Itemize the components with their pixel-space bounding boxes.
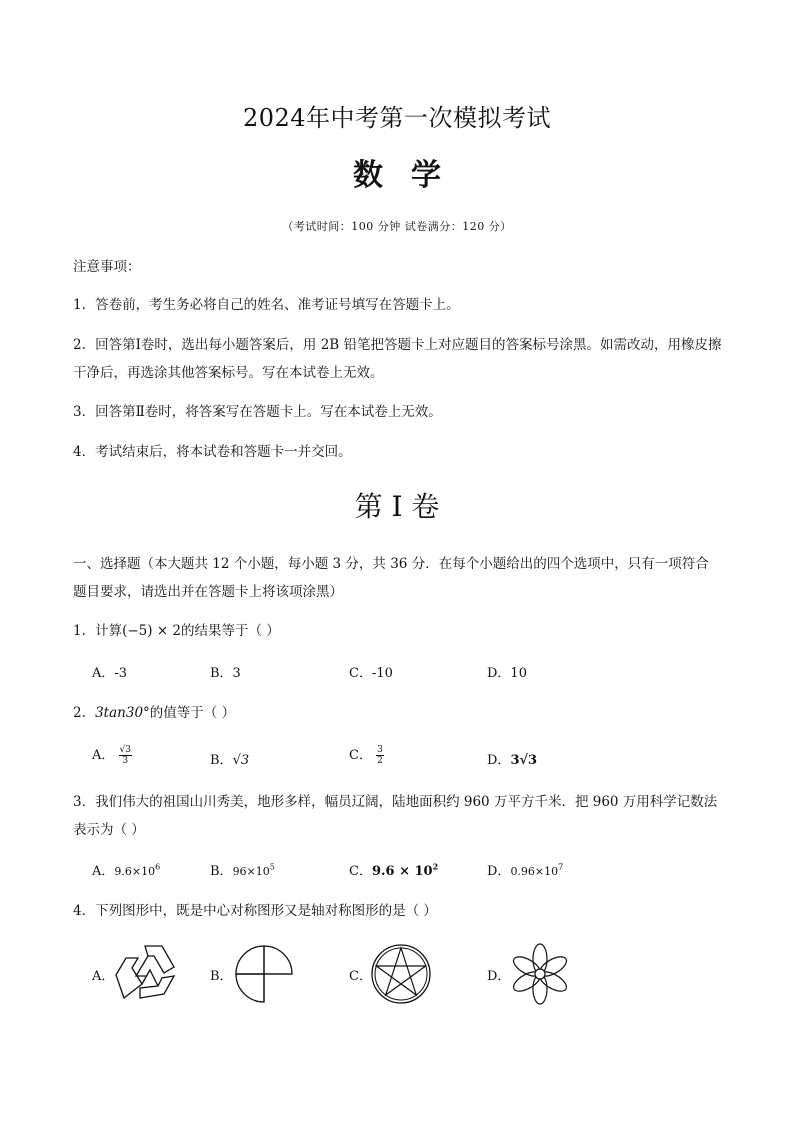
q3-option-a-exp: 6 <box>155 862 161 872</box>
pinwheel-icon <box>232 944 296 1004</box>
q2-option-a-numerator: √3 <box>119 745 131 755</box>
q3-option-d <box>487 860 563 879</box>
q3-line-1: 3．我们伟大的祖国山川秀美，地形多样，幅员辽阔，陆地面积约 960 万平方千米．把 960 万用科学记数法 <box>73 794 718 810</box>
q1-option-c: C．-10 <box>349 666 393 681</box>
question-4: 4．下列图形中，既是中心对称图形又是轴对称图形的是（ ） <box>73 903 437 919</box>
question-2 <box>73 699 723 727</box>
notes-heading: 注意事项： <box>73 259 141 275</box>
q1-option-d: D．10 <box>487 666 527 681</box>
q3-option-b-base: 96×10 <box>232 865 270 878</box>
q3-option-c-base: 9.6 × 10 <box>371 864 433 879</box>
q2-option-a-fraction <box>119 745 132 766</box>
q2-prefix: 2． <box>73 705 96 721</box>
note-item-4: 4．考试结束后，将本试卷和答题卡一并交回。 <box>73 444 352 460</box>
q1-option-b: B．3 <box>210 666 241 681</box>
q2-expression: 3tan30° <box>95 705 150 721</box>
q2-option-c-label: C． <box>349 748 372 763</box>
q4-option-a-label: A． <box>92 969 115 984</box>
recycle-triangle-icon <box>114 942 176 1002</box>
q3-option-b-exp: 5 <box>269 862 275 872</box>
section-instruction-line-2: 题目要求，请选出并在答题卡上将该项涂黑） <box>73 584 343 600</box>
q1-prefix: 1．计算 <box>73 623 123 639</box>
q2-option-d-label: D． <box>487 753 511 768</box>
q2-option-b-label: B． <box>210 753 233 768</box>
q3-option-a-base: 9.6×10 <box>114 865 156 878</box>
q3-option-b-label: B． <box>210 864 233 879</box>
q2-option-c-denominator: 2 <box>377 756 383 766</box>
q2-option-c <box>349 744 384 766</box>
q3-option-d-base: 0.96×10 <box>510 865 559 878</box>
q4-option-b-label: B． <box>210 969 233 984</box>
q3-option-d-exp: 7 <box>558 862 564 872</box>
q3-option-a-label: A． <box>92 864 115 879</box>
q2-option-a-denominator: 3 <box>122 756 129 766</box>
q2-option-d <box>487 749 537 768</box>
q2-option-c-fraction <box>376 745 384 766</box>
q3-option-c-label: C． <box>349 864 372 879</box>
q3-option-c-exp: 2 <box>432 861 439 872</box>
q2-option-c-numerator: 3 <box>377 745 383 755</box>
q2-option-b <box>210 749 249 768</box>
subject-title: 数学 <box>353 158 469 193</box>
pentagram-in-circle-icon <box>370 943 432 1005</box>
note-item-1: 1．答卷前，考生务必将自己的姓名、准考证号填写在答题卡上。 <box>73 297 460 313</box>
q1-expression: (−5) × 2 <box>122 623 182 639</box>
q3-option-d-label: D． <box>487 864 511 879</box>
section-instruction-line-1: 一、选择题（本大题共 12 个小题，每小题 3 分，共 36 分．在每个小题给出的四个选项中，只有一项符合 <box>73 556 709 572</box>
q2-option-d-value: 3√3 <box>510 753 538 768</box>
exam-info: （考试时间：100 分钟 试卷满分：120 分） <box>282 220 512 233</box>
q2-option-a <box>92 744 132 766</box>
flower-icon <box>508 940 572 1008</box>
exam-title: 2024年中考第一次模拟考试 <box>242 104 552 132</box>
q1-suffix: 的结果等于（ ） <box>181 623 280 639</box>
note-item-2: 2．回答第Ⅰ卷时，选出每小题答案后，用 2B 铅笔把答题卡上对应题目的答案标号涂黑。如需改动，用橡皮擦干净后，再选涂其他答案标号。写在本试卷上无效。 <box>73 337 722 381</box>
q3-option-c <box>349 860 438 879</box>
q2-suffix: 的值等于（ ） <box>149 705 236 721</box>
q4-option-d-label: D． <box>487 969 511 984</box>
q3-option-a <box>92 860 160 879</box>
note-item-3: 3．回答第Ⅱ卷时，将答案写在答题卡上。写在本试卷上无效。 <box>73 404 442 420</box>
section-title: 第 I 卷 <box>354 490 440 523</box>
q2-option-b-value: √3 <box>232 753 250 768</box>
q3-line-2: 表示为（ ） <box>73 822 145 838</box>
section-instruction <box>73 550 723 606</box>
q4-option-c-label: C． <box>349 969 372 984</box>
q2-option-a-label: A． <box>92 748 115 763</box>
question-3 <box>73 788 723 844</box>
q3-option-b <box>210 860 275 879</box>
question-1 <box>73 617 723 645</box>
q1-option-a: A．-3 <box>92 666 128 681</box>
